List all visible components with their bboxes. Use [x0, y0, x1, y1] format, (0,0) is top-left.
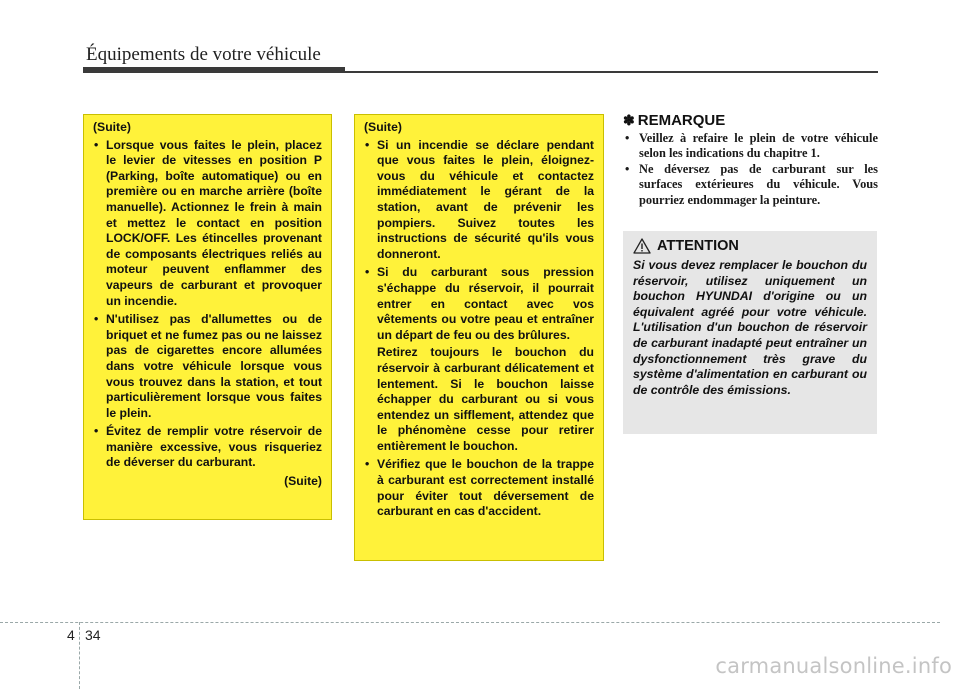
list-item: • Veillez à refaire le plein de votre véhicule selon les indications du chapitre 1.	[624, 131, 878, 162]
warning-box-left	[83, 114, 332, 520]
remarque-list	[624, 131, 878, 208]
chapter-number: 4	[67, 627, 75, 643]
list-item	[364, 138, 594, 263]
watermark: carmanualsonline.info	[715, 654, 952, 678]
list-item-text: Si un incendie se déclare pendant que vous faites le plein, éloignez-vous du véhicule et contactez immédiatement le gérant de la station, avant de prévenir les pompiers. Suivez toutes les instructions de sécurité qu'ils vous donneront.	[377, 137, 594, 261]
warning-list-middle	[364, 138, 594, 520]
remarque-title: REMARQUE	[637, 112, 726, 129]
warning-list-left	[93, 138, 322, 471]
continued-label: (Suite)	[93, 120, 131, 134]
page-number: 34	[85, 627, 101, 643]
list-item: • Ne déversez pas de carburant sur les surfaces extérieures du véhicule. Vous pourriez endommager la peinture.	[624, 162, 878, 208]
list-item	[364, 457, 594, 519]
attention-heading	[633, 238, 867, 254]
page-header-title: Équipements de votre véhicule	[86, 44, 321, 65]
list-item-text: Vérifiez que le bouchon de la trappe à carburant est correctement installé pour éviter tout déversement de carburant en cas d'accident.	[377, 457, 594, 519]
attention-box	[623, 231, 877, 434]
continued-label: (Suite)	[364, 120, 402, 134]
list-item-text: Si du carburant sous pression s'échappe du réservoir, il pourrait entrer en contact avec vos vêtements ou votre peau et entraîner un départ de feu ou des brûlures.	[377, 265, 594, 342]
footer-rule	[0, 622, 940, 623]
header-rule-thin	[83, 71, 878, 73]
attention-text: Si vous devez remplacer le bouchon du réservoir, utilisez uniquement un bouchon HYUNDAI d'origine ou un équivalent agréé pour votre véhicule. L'utilisation d'un bouchon de réservoir de carburant inadapté peut entraîner un dysfonctionnement très grave du système d'alimentation en carburant ou de contrôle des émissions.	[633, 258, 867, 397]
warning-triangle-icon	[633, 238, 651, 254]
asterisk-icon: ✽	[623, 112, 635, 128]
warning-box-middle	[354, 114, 604, 561]
list-item-subtext: Retirez toujours le bouchon du réservoir à carburant délicatement et lentement. Si le bouchon laisse échapper du carburant ou si vous entendez un sifflement, attendez que le phénomène cesse pour retirer entièrement le bouchon.	[377, 345, 594, 453]
list-item: • Lorsque vous faites le plein, placez le levier de vitesses en position P (Parking, boîte automatique) ou en première ou en marche arrière (boîte manuelle). Actionnez le frein à main et mettez le contact en position LOCK/OFF. Les étincelles provenant de composants électriques reliés au moteur peuvent enflammer des vapeurs de carburant et provoquer un incendie.	[93, 138, 322, 310]
list-item	[364, 265, 594, 454]
remarque-heading	[623, 112, 725, 129]
list-item: • N'utilisez pas d'allumettes ou de briquet et ne fumez pas ou ne laissez pas de cigarettes encore allumées dans votre véhicule lorsque vous vous trouvez dans la station, et tout particulièrement lorsque vous faites le plein.	[93, 312, 322, 421]
list-item: • Évitez de remplir votre réservoir de manière excessive, vous risqueriez de déverser du carburant.	[93, 424, 322, 471]
footer-divider	[79, 622, 80, 689]
attention-title: ATTENTION	[657, 238, 739, 254]
continued-end-label: (Suite)	[284, 474, 322, 489]
